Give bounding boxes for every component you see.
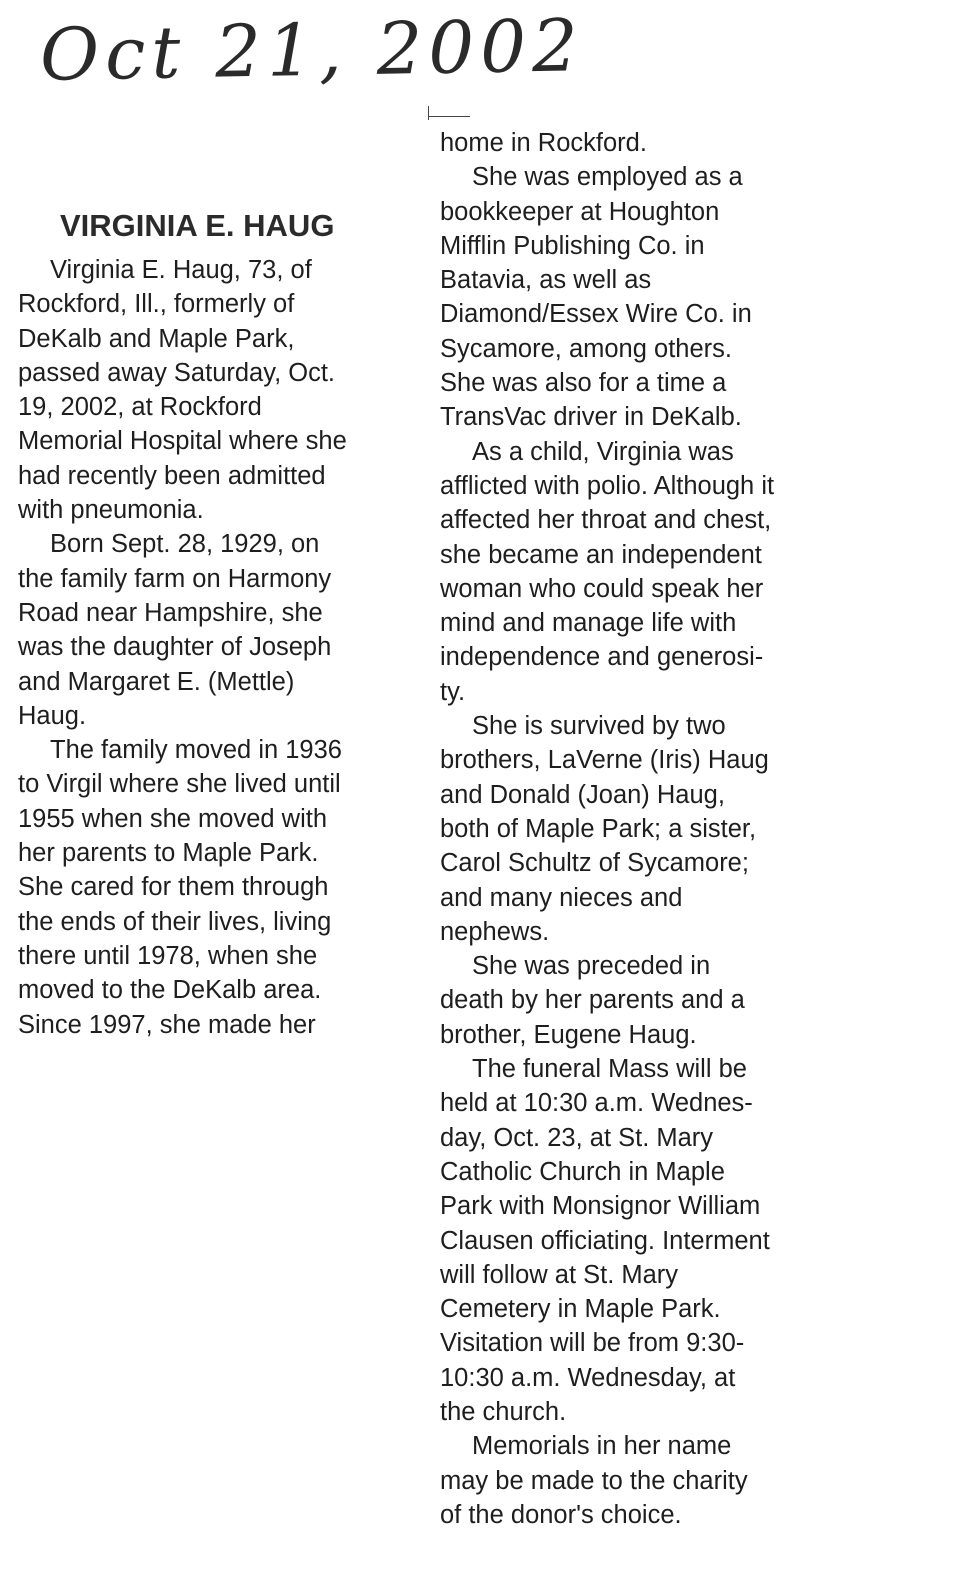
text-line: Clausen officiating. Interment <box>440 1226 770 1255</box>
text-line: was the daughter of Joseph <box>18 633 332 662</box>
text-line: ty. <box>440 677 466 706</box>
text-line: Virginia E. Haug, 73, of <box>50 256 312 284</box>
text-line: day, Oct. 23, at St. Mary <box>440 1123 714 1152</box>
text-line: passed away Saturday, Oct. <box>18 358 336 387</box>
text-line: nephews. <box>440 917 550 946</box>
text-line: of the donor's choice. <box>440 1500 682 1529</box>
text-line: Memorial Hospital where she <box>18 427 347 456</box>
handwritten-date: Oct 21, 2002 <box>39 3 585 97</box>
text-line: bookkeeper at Houghton <box>440 197 720 226</box>
text-line: DeKalb and Maple Park, <box>18 324 295 353</box>
text-line: moved to the DeKalb area. <box>18 976 322 1005</box>
text-line: Memorials in her name <box>472 1432 732 1461</box>
text-line: Rockford, Ill., formerly of <box>18 290 295 319</box>
text-line: to Virgil where she lived until <box>18 770 341 799</box>
text-line: affected her throat and chest, <box>440 506 772 535</box>
text-line: brother, Eugene Haug. <box>440 1020 697 1049</box>
text-line: the family farm on Harmony <box>18 564 332 593</box>
text-line: the church. <box>440 1397 567 1426</box>
text-line: Park with Monsignor William <box>440 1192 761 1221</box>
text-line: will follow at St. Mary <box>440 1260 679 1289</box>
text-line: Batavia, as well as <box>440 266 652 295</box>
text-line: mind and manage life with <box>440 609 737 638</box>
text-line: death by her parents and a <box>440 986 745 1015</box>
text-line: She is survived by two <box>472 712 726 741</box>
text-line: 10:30 a.m. Wednesday, at <box>440 1363 736 1392</box>
text-line: and Margaret E. (Mettle) <box>18 667 295 696</box>
text-line: Cemetery in Maple Park. <box>440 1295 721 1324</box>
text-line: The family moved in 1936 <box>50 736 342 765</box>
text-line: held at 10:30 a.m. Wednes- <box>440 1089 753 1118</box>
text-line: She was also for a time a <box>440 369 727 398</box>
text-line: As a child, Virginia was <box>472 437 734 466</box>
text-line: She cared for them through <box>18 873 329 902</box>
text-line: Visitation will be from 9:30- <box>440 1329 745 1358</box>
column-rule-mark <box>428 106 429 120</box>
text-line: She was employed as a <box>472 163 743 192</box>
text-line: may be made to the charity <box>440 1466 748 1495</box>
text-line: her parents to Maple Park. <box>18 839 319 868</box>
text-line: had recently been admitted <box>18 461 326 490</box>
text-line: Diamond/Essex Wire Co. in <box>440 300 752 329</box>
text-line: Mifflin Publishing Co. in <box>440 231 705 260</box>
text-line: Since 1997, she made her <box>18 1010 316 1039</box>
text-line: home in Rockford. <box>440 129 647 157</box>
column-rule <box>428 116 470 117</box>
text-line: The funeral Mass will be <box>472 1055 747 1084</box>
left-column <box>18 253 398 1042</box>
text-line: 19, 2002, at Rockford <box>18 393 262 422</box>
text-line: both of Maple Park; a sister, <box>440 814 757 843</box>
text-line: and Donald (Joan) Haug, <box>440 780 725 809</box>
right-column <box>440 126 830 1532</box>
text-line: 1955 when she moved with <box>18 804 328 833</box>
text-line: She was preceded in <box>472 952 711 981</box>
text-line: the ends of their lives, living <box>18 907 332 936</box>
text-line: afflicted with polio. Although it <box>440 471 775 500</box>
text-line: Carol Schultz of Sycamore; <box>440 849 749 878</box>
obituary-title: VIRGINIA E. HAUG <box>60 208 335 243</box>
text-line: she became an independent <box>440 540 762 569</box>
text-line: Catholic Church in Maple <box>440 1157 725 1186</box>
text-line: there until 1978, when she <box>18 941 318 970</box>
text-line: brothers, LaVerne (Iris) Haug <box>440 746 769 775</box>
text-line: with pneumonia. <box>18 496 204 525</box>
text-line: independence and generosi- <box>440 643 764 672</box>
text-line: Haug. <box>18 701 87 730</box>
text-line: Born Sept. 28, 1929, on <box>50 530 320 559</box>
text-line: TransVac driver in DeKalb. <box>440 403 742 432</box>
text-line: woman who could speak her <box>440 574 764 603</box>
text-line: Sycamore, among others. <box>440 334 732 363</box>
text-line: Road near Hampshire, she <box>18 598 323 627</box>
text-line: and many nieces and <box>440 883 683 912</box>
